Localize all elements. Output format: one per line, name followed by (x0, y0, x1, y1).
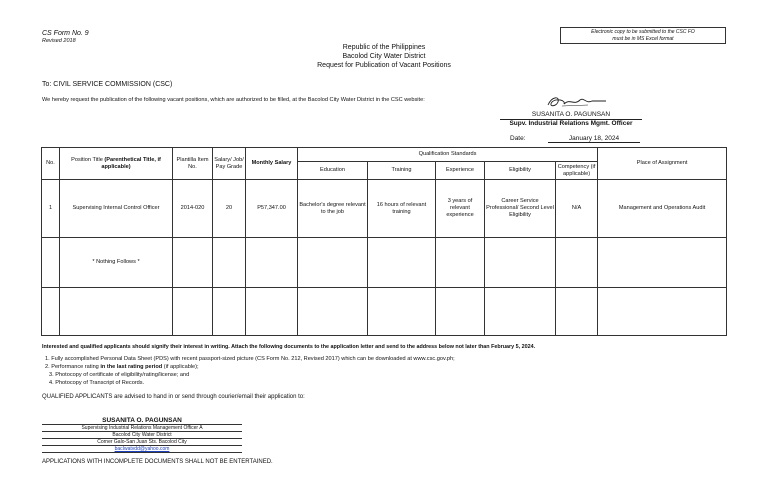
col-header-competency: Competency (if applicable) (556, 162, 598, 180)
cell-competency: N/A (556, 180, 598, 238)
cell-salary: P57,347.00 (246, 180, 298, 238)
col-header-assignment: Place of Assignment (598, 148, 727, 180)
contact-email-link[interactable]: bacIwatvdd@yahoo.com (42, 446, 242, 453)
col-header-monthly-salary: Monthly Salary (246, 148, 298, 180)
request-statement: We hereby request the publication of the following vacant positions, which are authorized to be filled, at the Bacolod City Water District in the CSC website: (42, 97, 425, 103)
col-header-grade: Salary/ Job/ Pay Grade (213, 148, 246, 180)
col-header-no: No. (42, 148, 60, 180)
cell-education: Bachelor's degree relevant to the job (298, 180, 368, 238)
col-header-experience: Experience (436, 162, 485, 180)
table-row (42, 238, 727, 288)
cell-grade: 20 (213, 180, 246, 238)
date-value: January 18, 2024 (548, 135, 640, 143)
requirement-item: 3. Photocopy of certificate of eligibility/rating/license; and (49, 372, 190, 378)
cell-plantilla: 2014-020 (173, 180, 213, 238)
form-revision: Revised 2018 (42, 38, 76, 44)
requirement-item: 2. Performance rating in the last rating period (if applicable); (45, 364, 199, 370)
header-republic: Republic of the Philippines (342, 44, 426, 51)
contact-address-block (42, 418, 242, 453)
signature-image (540, 94, 610, 110)
signatory-title: Supv. Industrial Relations Mgmt. Officer (509, 120, 633, 127)
note-line-2: must be in MS Excel format (612, 36, 674, 42)
requirement-item: 1. Fully accomplished Personal Data Sheet (PDS) with recent passport-sized picture (CS Form No. 212, Revised 2017) which can be downloaded at www.csc.gov.ph; (45, 356, 455, 362)
electronic-copy-note (560, 27, 726, 44)
cell-training: 16 hours of relevant training (368, 180, 436, 238)
footer-warning: APPLICATIONS WITH INCOMPLETE DOCUMENTS SHALL NOT BE ENTERTAINED. (42, 459, 273, 465)
table-row (42, 288, 727, 336)
signatory-name: SUSANITA O. PAGUNSAN (500, 111, 642, 120)
cell-no: 1 (42, 180, 60, 238)
contact-title: Supervising Industrial Relations Management Officer A (42, 425, 242, 432)
header-request-title: Request for Publication of Vacant Positions (317, 62, 451, 69)
requirements-list (45, 355, 455, 387)
contact-org: Bacolod City Water District (42, 432, 242, 439)
col-header-position: Position Title (Parenthetical Title, if applicable) (60, 148, 173, 180)
date-label: Date: (510, 135, 526, 142)
col-header-qualification: Qualification Standards (298, 148, 598, 162)
col-header-education: Education (298, 162, 368, 180)
addressee-line: To: CIVIL SERVICE COMMISSION (CSC) (42, 81, 173, 88)
requirement-item: 4. Photocopy of Transcript of Records. (49, 380, 145, 386)
cell-assignment: Management and Operations Audit (598, 180, 727, 238)
note-line-1: Electronic copy to be submitted to the CSC FO (591, 29, 695, 35)
contact-street: Corner Galo-San Juan Sts. Bacolod City (42, 439, 242, 446)
nothing-follows: * Nothing Follows * (60, 238, 173, 288)
cell-experience: 3 years of relevant experience (436, 180, 485, 238)
contact-name: SUSANITA O. PAGUNSAN (42, 418, 242, 425)
cell-position: Supervising Internal Control Officer (60, 180, 173, 238)
header-agency: Bacolod City Water District (342, 53, 426, 60)
table-row (42, 180, 727, 238)
vacant-positions-table (41, 147, 727, 336)
form-number: CS Form No. 9 (42, 30, 89, 37)
qualified-applicants-note: QUALIFIED APPLICANTS are advised to hand in or send through courier/email their application to: (42, 394, 305, 400)
application-instructions: Interested and qualified applicants should signify their interest in writing. Attach the following documents to the application letter and send to the address below not later than February 5, 2024. (42, 344, 536, 350)
col-header-plantilla: Plantilla Item No. (173, 148, 213, 180)
col-header-eligibility: Eligibility (485, 162, 556, 180)
col-header-training: Training (368, 162, 436, 180)
cell-eligibility: Career Service Professional/ Second Level Eligibility (485, 180, 556, 238)
